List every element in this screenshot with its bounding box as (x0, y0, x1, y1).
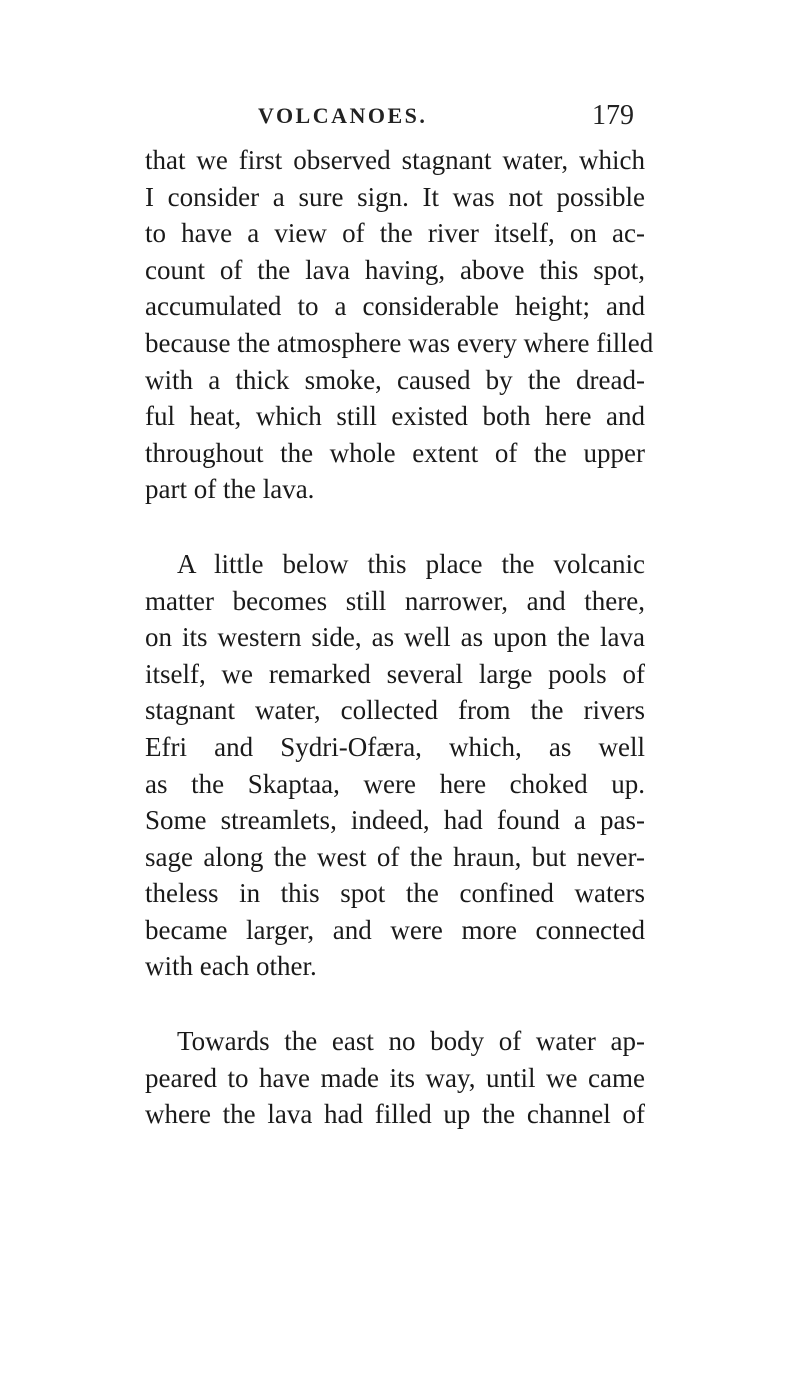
text-line: ful heat, which still existed both here and (145, 401, 645, 432)
text-line: stagnant water, collected from the rivers (145, 695, 645, 726)
text-line: itself, we remarked several large pools of (145, 658, 645, 689)
text-line: to have a view of the river itself, on ac- (145, 218, 645, 249)
text-line: with each other. (145, 951, 317, 982)
running-title: VOLCANOES. (258, 103, 428, 128)
text-line: I consider a sure sign. It was not possible (145, 181, 645, 212)
paragraph-1 (145, 142, 654, 508)
page-number: 179 (592, 100, 634, 131)
paragraph-2 (145, 546, 645, 985)
text-line: peared to have made its way, until we came (145, 1062, 645, 1093)
text-line: as the Skaptaa, were here choked up. (145, 768, 645, 799)
text-line: Some streamlets, indeed, had found a pas- (145, 805, 645, 836)
paragraph-3 (145, 1023, 645, 1133)
text-line: count of the lava having, above this spot, (145, 254, 645, 285)
text-line: part of the lava. (145, 474, 315, 505)
text-line: Towards the east no body of water ap- (177, 1026, 645, 1057)
text-line: where the lava had filled up the channel of (145, 1099, 645, 1130)
text-line: because the atmosphere was every where filled (145, 327, 654, 358)
text-line: on its western side, as well as upon the lava (145, 622, 645, 653)
text-line: became larger, and were more connected (145, 914, 645, 945)
text-line: A little below this place the volcanic (177, 548, 645, 579)
text-line: with a thick smoke, caused by the dread- (145, 364, 645, 395)
text-line: theless in this spot the confined waters (145, 878, 645, 909)
text-line: accumulated to a considerable height; and (145, 291, 645, 322)
text-line: sage along the west of the hraun, but never- (145, 841, 645, 872)
body-text (145, 142, 654, 1133)
text-line: Efri and Sydri-Ofæra, which, as well (145, 731, 645, 762)
text-line: throughout the whole extent of the upper (145, 437, 645, 468)
text-line: that we first observed stagnant water, which (145, 145, 645, 175)
text-line: matter becomes still narrower, and there, (145, 585, 645, 616)
